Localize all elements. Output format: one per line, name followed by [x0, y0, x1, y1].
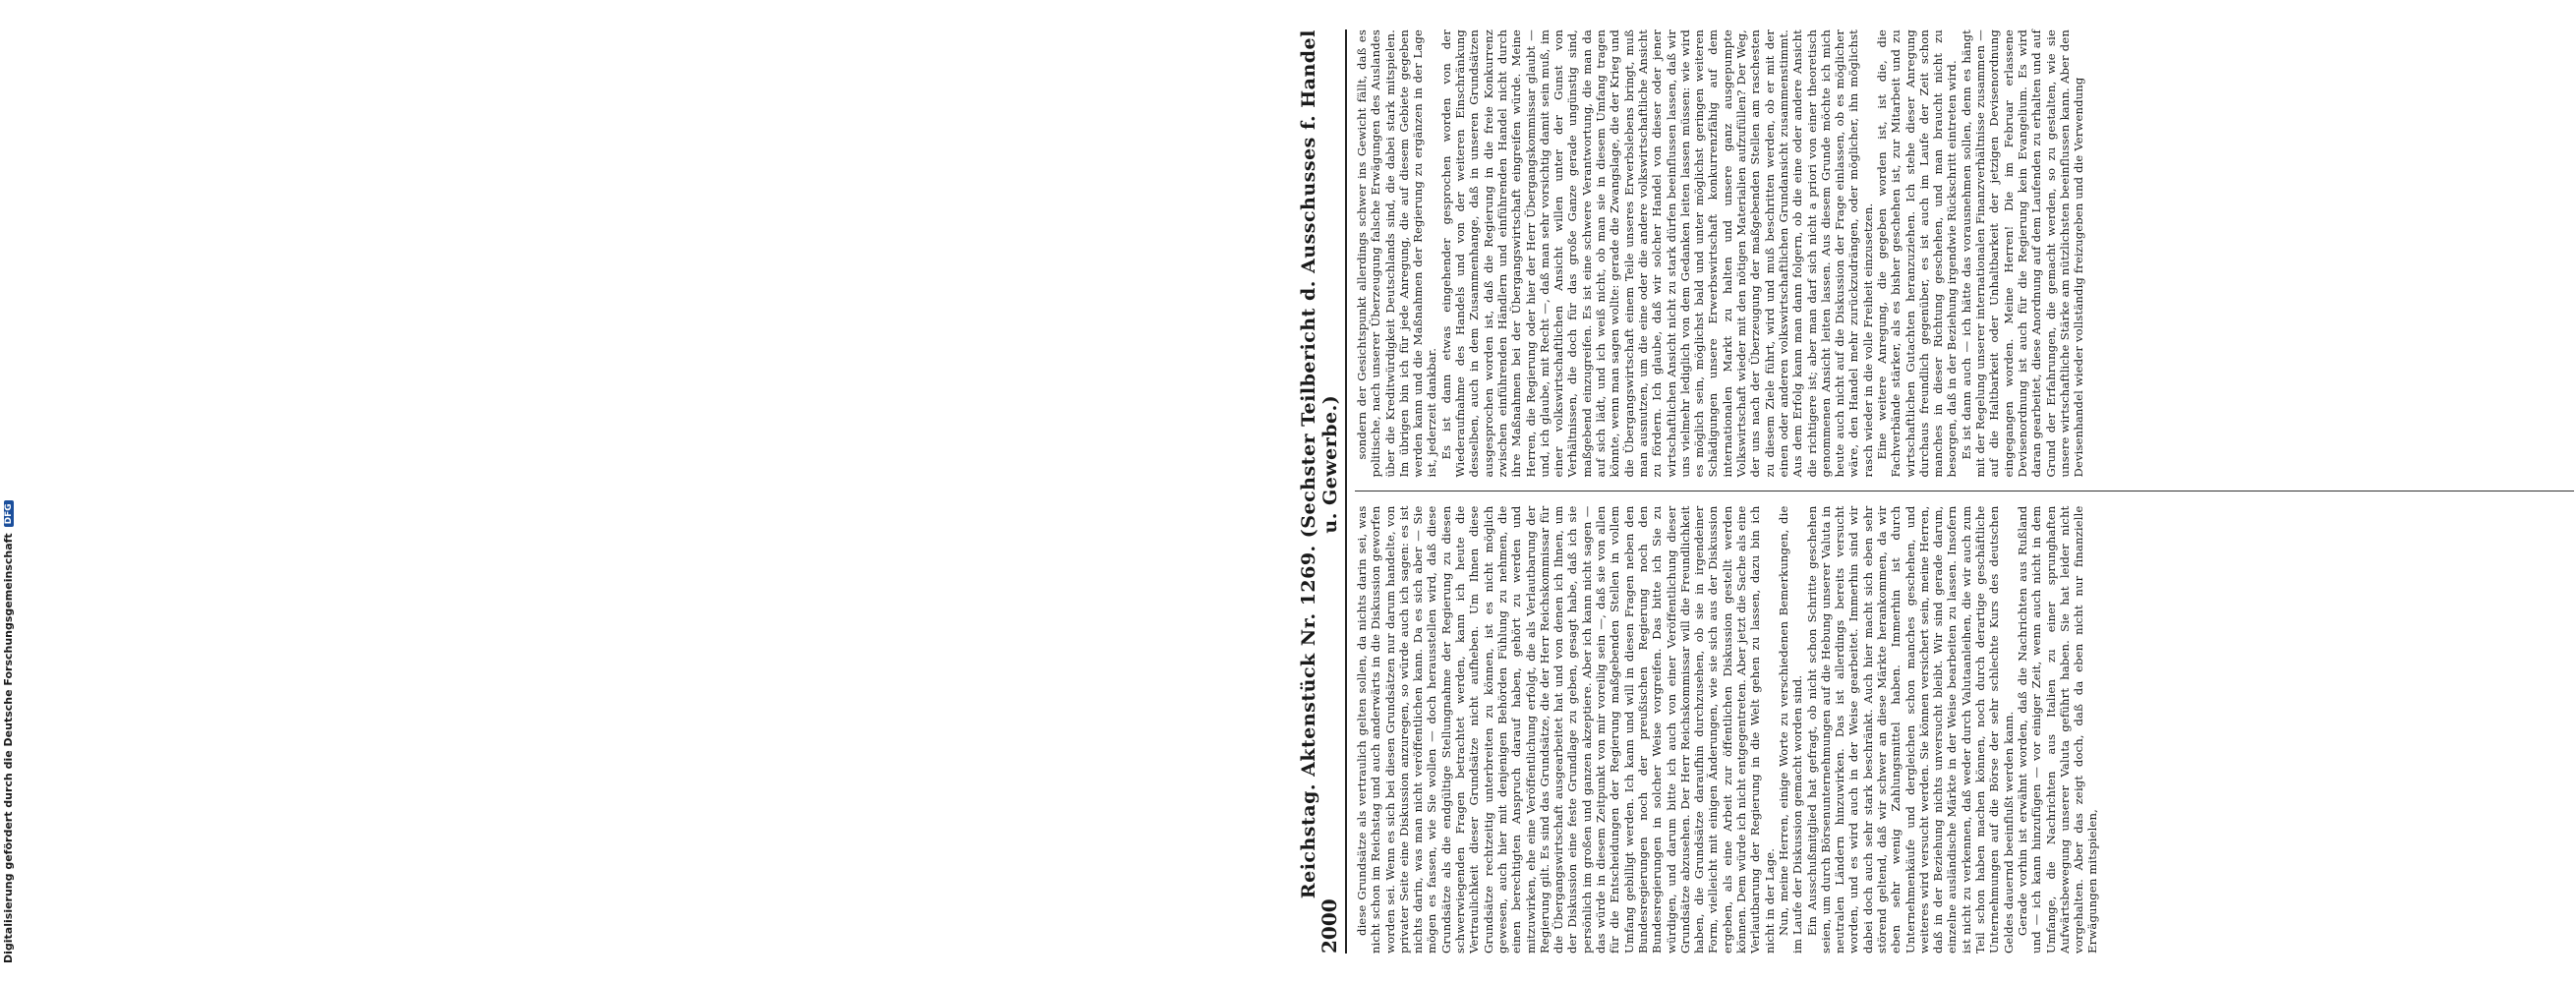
paragraph: diese Grundsätze als vertraulich gelten sollen, da nichts darin sei, was nicht schon im Reichstag und auch anderwärts in die Diskussion geworfen worden sei. Wenn es sich bei diesen Grundsätzen nur darum handelte, von privater Seite eine Diskussion anzuregen, so würde auch ich sagen: es ist nichts darin, was man nicht veröffentlichen kann. Da es sich aber — Sie mögen es fassen, wie Sie wollen — doch herausstellen wird, daß diese Grundsätze als die endgültige Stellungnahme der Regierung zu diesen schwerwiegenden Fragen betrachtet werden, kann ich heute die Vertraulichkeit dieser Grundsätze nicht aufheben. Um Ihnen diese Grundsätze rechtzeitig unterbreiten zu können, ist es nicht möglich gewesen, auch hier mit denjenigen Behörden Fühlung zu nehmen, die einen berechtigten Anspruch darauf haben, gehört zu werden und mitzuwirken, ehe eine Veröffentlichung erfolgt, die als Verlautbarung der Regierung gilt. Es sind das Grundsätze, die der Herr Reichskommissar für die Übergangswirtschaft ausgearbeitet hat und von denen ich Ihnen, um der Diskussion eine feste Grundlage zu geben, gesagt habe, daß ich sie persönlich im großen und ganzen akzeptiere. Aber ich kann nicht sagen — das würde in diesem Zeitpunkt von mir voreilig sein —, daß sie von allen für die Entscheidungen der Regierung maßgebenden Stellen in vollem Umfang gebilligt werden. Ich kann und will in diesen Fragen neben den Bundesregierungen noch der preußischen Regierung noch den Bundesregierungen in solcher Weise vorgreifen. Das bitte ich Sie zu würdigen, und darum bitte ich auch von einer Veröffentlichung dieser Grundsätze abzusehen. Der Herr Reichskommissar will die Freundlichkeit haben, die Grundsätze daraufhin durchzusehen, ob sie in irgendeiner Form, vielleicht mit einigen Änderungen, wie sie sich aus der Diskussion ergeben, als eine Arbeit zur öffentlichen Diskussion gestellt werden können. Dem würde ich nicht entgegentreten. Aber jetzt die Sache als eine Verlautbarung der Regierung in die Welt gehen zu lassen, dazu bin ich nicht in der Lage. [1355, 505, 1777, 954]
funding-credit-text: Digitalisierung gefördert durch die Deutsche Forschungsgemeinschaft [2, 533, 15, 963]
paragraph: Es ist dann auch — ich hätte das vorausnehmen sollen, denn es hängt mit der Regelung unserer internationalen Finanzverhältnisse zusammen — auf die Haltbarkeit oder Unhaltbarkeit der jetzigen Devisenordnung eingegangen worden. Meine Herren! Die im Februar erlassene Devisenordnung ist auch für die Regierung kein Evangelium. Es wird daran gearbeitet, diese Anordnung auf dem Laufenden zu erhalten und auf Grund der Erfahrungen, die gemacht werden, so zu gestalten, wie sie unsere wirtschaftliche Stärke am nützlichsten beeinflussen kann. Aber den Devisenhandel wieder vollständig freizugeben und die Verwendung [1959, 29, 2086, 478]
page-title: Reichstag. Aktenstück Nr. 1269. (Sechster Teilbericht d. Ausschusses f. Handel u. Gewerbe.) [1298, 29, 1341, 899]
paragraph: sondern der Gesichtspunkt allerdings schwer ins Gewicht fällt, daß es politische, nach unserer Überzeugung falsche Erwägungen des Auslandes über die Kreditwürdigkeit Deutschlands sind, die dabei stark mitspielen. Im übrigen bin ich für jede Anregung, die auf diesem Gebiete gegeben werden kann und die Maßnahmen der Regierung zu ergänzen in der Lage ist, jederzeit dankbar. [1355, 29, 1439, 478]
rotated-page [1298, 29, 2576, 954]
funding-credit [2, 20, 16, 963]
page-header [1298, 29, 1347, 954]
paragraph: Gerade vorhin ist erwähnt worden, daß die Nachrichten aus Rußland und — ich kann hinzufügen — vor einiger Zeit, wenn auch nicht in dem Umfange, die Nachrichten aus Italien zu einer sprunghaften Aufwärtsbewegung unserer Valuta geführt haben. Sie hat leider nicht vorgehalten. Aber das zeigt doch, daß da eben nicht nur finanzielle Erwägungen mitspielen, [2015, 505, 2100, 954]
dfg-logo: DFG [4, 500, 14, 527]
page-number: 2000 [1317, 898, 1341, 954]
paragraph: Es ist dann etwas eingehender gesprochen worden von der Wiederaufnahme des Handels und von der weiteren Einschränkung desselben, auch in dem Zusammenhange, daß in unseren Grundsätzen ausgesprochen worden ist, daß die Regierung in die freie Konkurrenz zwischen einführenden Händlern und einführenden Handel nicht durch ihre Maßnahmen bei der Übergangswirtschaft eingreifen würde. Meine Herren, die Regierung oder hier der Herr Übergangskommissar glaubt — und, ich glaube, mit Recht —, daß man sehr vorsichtig damit sein muß, im einer volkswirtschaftlichen Ansicht willen unter der Gunst von Verhältnissen, die doch für das große Ganze gerade ungünstig sind, maßgebend einzugreifen. Es ist eine schwere Verantwortung, die man da auf sich lädt, und ich weiß nicht, ob man sie in diesem Umfang tragen könnte, wenn man sagen wollte: gerade die Zwangslage, die der Krieg und die Übergangswirtschaft einem Teile unseres Erwerbslebens bringt, muß man ausnutzen, um die eine oder die andere volkswirtschaftliche Ansicht zu fördern. Ich glaube, daß wir solcher Handel von dieser oder jener wirtschaftlichen Ansicht nicht zu stark dürfen beeinflussen lassen, daß wir uns vielmehr lediglich von dem Gedanken leiten lassen müssen: wie wird es möglich sein, möglichst bald und unter möglichst geringen weiteren Schädigungen unsere Erwerbswirtschaft konkurrenzfähig auf dem internationalen Markt zu halten und unsere ganz ausgepumpte Volkswirtschaft wieder mit den nötigen Materialien aufzufüllen? Der Weg, der uns nach der Überzeugung der maßgebenden Stellen am raschesten zu diesem Ziele führt, wird und muß beschritten werden, ob er mit der einen oder anderen volkswirtschaftlichen Grundansicht zusammenstimmt. Aus dem Erfolg kann man dann folgern, ob die eine oder andere Ansicht die richtigere ist; aber man darf sich nicht a priori von einer theoretisch genommenen Ansicht leiten lassen. Aus diesem Grunde möchte ich mich heute auch nicht auf die Diskussion der Frage einlassen, ob es möglicher wäre, den Handel mehr zurückzudrängen, oder möglicher, ihn möglichst rasch wieder in die volle Freiheit einzusetzen. [1438, 29, 1875, 478]
left-column [1355, 506, 2574, 954]
text-columns [1355, 29, 2574, 954]
paragraph: Ein Ausschußmitglied hat gefragt, ob nicht schon Schritte geschehen seien, um durch Börsenunternehmungen auf die Hebung unserer Valuta in neutralen Ländern hinzuwirken. Das ist allerdings bereits versucht worden, und es wird auch in der Weise gearbeitet. Immerhin sind wir dabei doch auch sehr stark beschränkt. Auch hier macht sich eben sehr störend geltend, daß wir schwer an diese Märkte herankommen, da wir eben sehr wenig Zahlungsmittel haben. Immerhin ist durch Unternehmenkäufe und dergleichen schon manches geschehen, und weiteres wird versucht werden. Sie können versichert sein, meine Herren, daß in der Beziehung nichts unversucht bleibt. Wir sind gerade darum, einzelne ausländische Märkte in der Weise bearbeiten zu lassen. Insofern ist nicht zu verkennen, daß weder durch Valutaanleihen, die wir auch zum Teil schon haben machen können, noch durch derartige geschäftliche Unternehmungen auf die Börse der sehr schlechte Kurs des deutschen Geldes dauernd beeinflußt werden kann. [1804, 505, 2016, 954]
right-column [1355, 29, 2574, 478]
paragraph: Nun, meine Herren, einige Worte zu verschiedenen Bemerkungen, die im Laufe der Diskussion gemacht worden sind. [1776, 505, 1805, 954]
paragraph: Eine weitere Anregung, die gegeben worden ist, ist die, die Fachverbände stärker, als es bisher geschehen ist, zur Mitarbeit und zu wirtschaftlichen Gutachten heranzuziehen. Ich stehe dieser Anregung durchaus freundlich gegenüber, es ist auch im Laufe der Zeit schon manches in dieser Richtung geschehen, und man braucht nicht zu besorgen, daß in der Beziehung irgendwie Rückschritt eintreten wird. [1874, 29, 1960, 478]
